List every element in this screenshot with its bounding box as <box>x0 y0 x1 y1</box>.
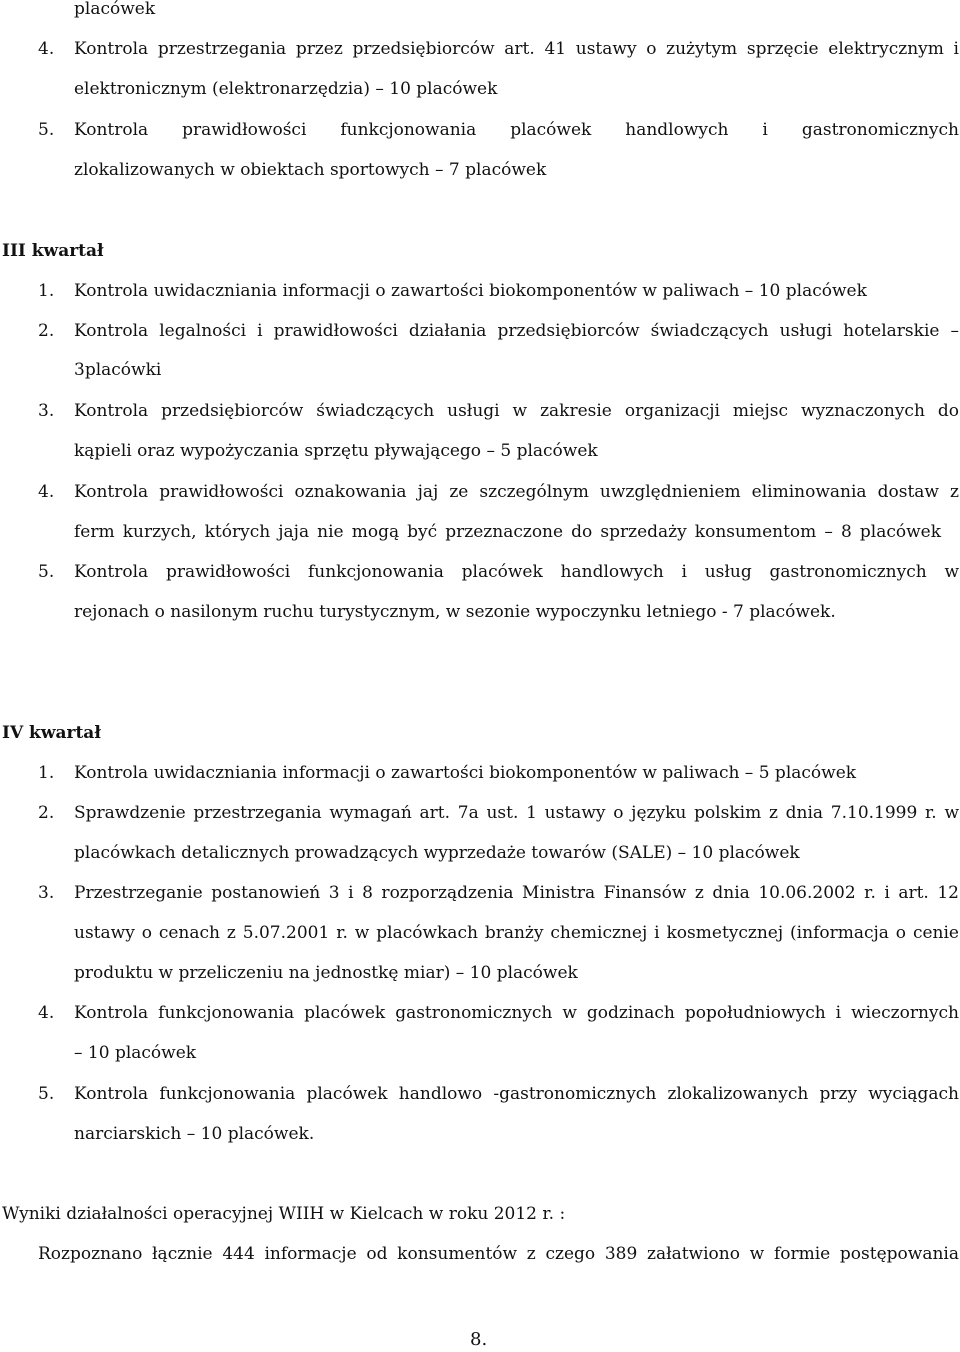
results-title: Wyniki działalności operacyjnej WIIH w Kielcach w roku 2012 r. : <box>2 1204 566 1224</box>
list-item-text: rejonach o nasilonym ruchu turystycznym, w sezonie wypoczynku letniego - 7 placówek. <box>74 602 836 622</box>
list-item-text: elektronicznym (elektronarzędzia) – 10 placówek <box>74 79 498 99</box>
carry-over-text: placówek <box>74 0 156 19</box>
list-item-text: Kontrola uwidaczniania informacji o zawartości biokomponentów w paliwach – 10 placówek <box>74 281 867 301</box>
list-number: 4. <box>38 39 55 59</box>
list-item-text: Kontrola uwidaczniania informacji o zawartości biokomponentów w paliwach – 5 placówek <box>74 763 857 783</box>
list-item-text: placówkach detalicznych prowadzących wyprzedaże towarów (SALE) – 10 placówek <box>74 843 800 863</box>
list-item-text: Kontrola prawidłowości funkcjonowania placówek handlowych i gastronomicznych <box>74 120 959 140</box>
page-number: 8. <box>470 1329 488 1350</box>
list-number: 5. <box>38 562 55 582</box>
list-number: 1. <box>38 763 55 783</box>
list-number: 3. <box>38 401 55 421</box>
list-item-text: 3placówki <box>74 360 162 380</box>
list-item-text: Sprawdzenie przestrzegania wymagań art. 7a ust. 1 ustawy o języku polskim z dnia 7.10.1999 r. w <box>74 803 959 823</box>
list-number: 3. <box>38 883 55 903</box>
list-number: 4. <box>38 1003 55 1023</box>
list-number: 1. <box>38 281 55 301</box>
list-number: 5. <box>38 120 55 140</box>
list-item-text: Kontrola przestrzegania przez przedsiębiorców art. 41 ustawy o zużytym sprzęcie elektrycznym i <box>74 39 959 59</box>
list-item-text: Kontrola prawidłowości oznakowania jaj ze szczególnym uwzględnieniem eliminowania dostaw z <box>74 482 959 502</box>
list-item-text: Kontrola funkcjonowania placówek gastronomicznych w godzinach popołudniowych i wieczornych <box>74 1003 959 1023</box>
list-item-text: ferm kurzych, których jaja nie mogą być przeznaczone do sprzedaży konsumentom – 8 placówek <box>74 522 941 542</box>
list-item-text: kąpieli oraz wypożyczania sprzętu pływającego – 5 placówek <box>74 441 598 461</box>
list-item-text: Przestrzeganie postanowień 3 i 8 rozporządzenia Ministra Finansów z dnia 10.06.2002 r. i art. 12 <box>74 883 959 903</box>
list-number: 4. <box>38 482 55 502</box>
list-number: 5. <box>38 1084 55 1104</box>
list-item-text: Kontrola przedsiębiorców świadczących usługi w zakresie organizacji miejsc wyznaczonych do <box>74 401 959 421</box>
list-item-text: narciarskich – 10 placówek. <box>74 1124 315 1144</box>
section-heading-q3: III kwartał <box>2 241 104 261</box>
list-item-text: produktu w przeliczeniu na jednostkę miar) – 10 placówek <box>74 963 578 983</box>
list-number: 2. <box>38 803 55 823</box>
list-item-text: ustawy o cenach z 5.07.2001 r. w placówkach branży chemicznej i kosmetycznej (informacja o cenie <box>74 923 959 943</box>
list-item-text: – 10 placówek <box>74 1043 197 1063</box>
list-item-text: Kontrola legalności i prawidłowości działania przedsiębiorców świadczących usługi hotelarskie – <box>74 321 959 341</box>
results-text: Rozpoznano łącznie 444 informacje od konsumentów z czego 389 załatwiono w formie postępowania <box>38 1244 959 1264</box>
list-item-text: zlokalizowanych w obiektach sportowych – 7 placówek <box>74 160 547 180</box>
list-item-text: Kontrola prawidłowości funkcjonowania placówek handlowych i usług gastronomicznych w <box>74 562 959 582</box>
section-heading-q4: IV kwartał <box>2 723 101 743</box>
list-item-text: Kontrola funkcjonowania placówek handlowo -gastronomicznych zlokalizowanych przy wyciągach <box>74 1084 959 1104</box>
list-number: 2. <box>38 321 55 341</box>
